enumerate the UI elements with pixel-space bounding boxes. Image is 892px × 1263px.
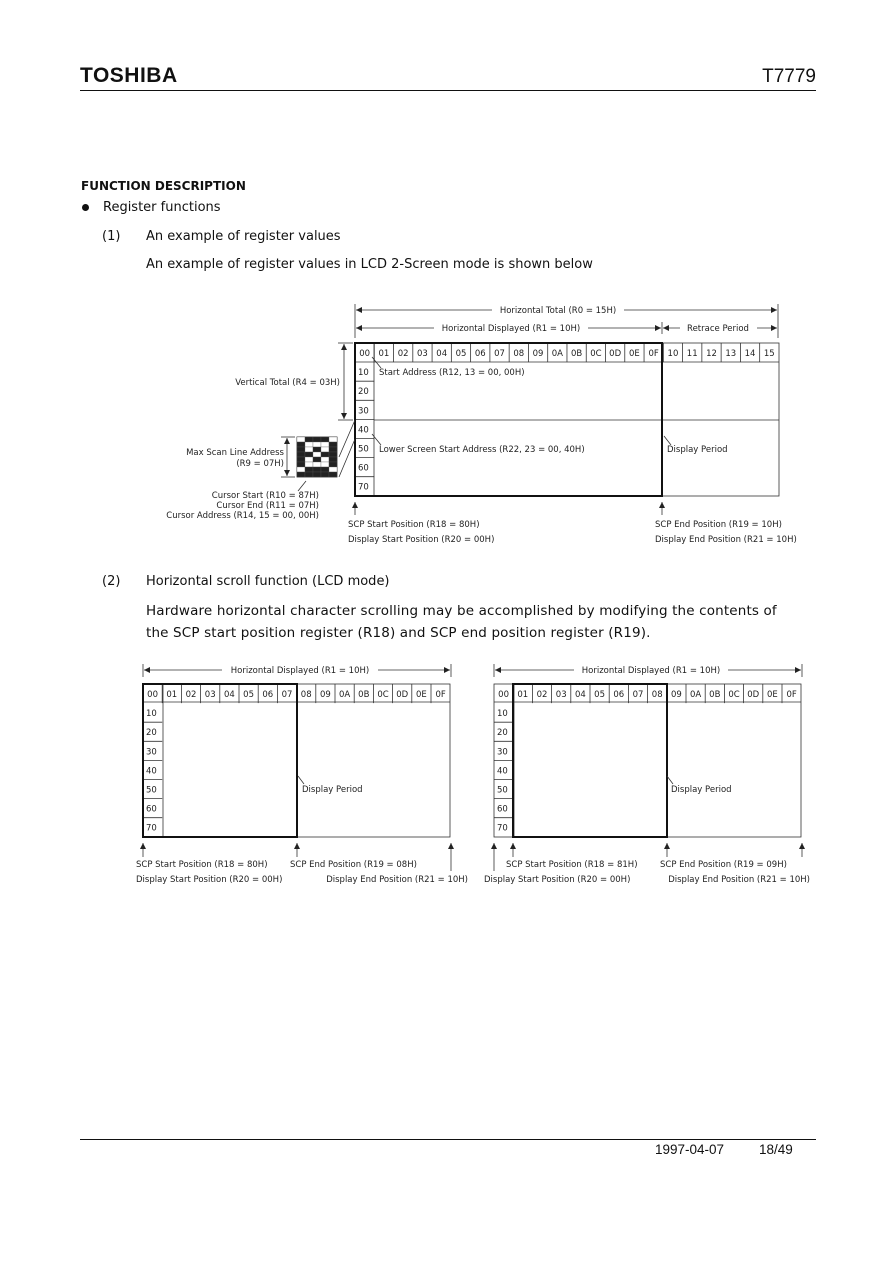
fig2L-col-header: 09	[319, 690, 331, 700]
right-scp-end-label: SCP End Position (R19 = 09H)	[660, 860, 787, 870]
fig2L-col-header: 05	[243, 690, 255, 700]
fig2R-row-header: 10	[497, 709, 508, 720]
fig1-row-header: 50	[358, 444, 369, 455]
scroll-panel-right	[484, 664, 810, 885]
item2-number: (2)	[102, 574, 121, 589]
fig2L-row-header: 60	[146, 804, 157, 815]
fig2L-row-header: 20	[146, 728, 157, 739]
left-display-end-label: Display End Position (R21 = 10H)	[326, 875, 468, 885]
start-address-label: Start Address (R12, 13 = 00, 00H)	[379, 368, 525, 378]
fig1-col-header: 04	[436, 349, 448, 359]
fig2L-col-header: 0C	[377, 690, 389, 700]
item1-intro: An example of register values in LCD 2-Screen mode is shown below	[146, 257, 593, 272]
fig1-col-header: 02	[397, 349, 409, 359]
vertical-total-label: Vertical Total (R4 = 03H)	[235, 378, 340, 388]
scp-end-label: SCP End Position (R19 = 10H)	[655, 520, 782, 530]
fig2L-col-header: 08	[300, 690, 312, 700]
cursor-end-label: Cursor End (R11 = 07H)	[216, 501, 319, 511]
left-display-period-label: Display Period	[302, 785, 363, 795]
lower-screen-label: Lower Screen Start Address (R22, 23 = 00, 40H)	[379, 445, 585, 455]
fig2L-col-header: 02	[185, 690, 197, 700]
fig2R-col-header: 02	[536, 690, 548, 700]
fig2R-col-header: 00	[498, 690, 510, 700]
fig1-row-header: 30	[358, 406, 369, 417]
left-display-start-label: Display Start Position (R20 = 00H)	[136, 875, 283, 885]
fig2L-col-header: 03	[204, 690, 216, 700]
fig2L-col-header: 07	[281, 690, 293, 700]
footer-date: 1997-04-07	[655, 1142, 725, 1157]
right-display-start-label: Display Start Position (R20 = 00H)	[484, 875, 631, 885]
item1-title: An example of register values	[146, 229, 341, 244]
right-display-end-label: Display End Position (R21 = 10H)	[668, 875, 810, 885]
fig1-col-header: 08	[513, 349, 525, 359]
fig1-col-header: 0E	[629, 349, 640, 359]
fig2L-col-header: 06	[262, 690, 274, 700]
fig2R-col-header: 09	[670, 690, 682, 700]
cursor-start-label: Cursor Start (R10 = 87H)	[211, 491, 319, 501]
fig2R-row-header: 20	[497, 728, 508, 739]
fig1-col-header: 0F	[648, 349, 659, 359]
fig2R-col-header: 08	[651, 690, 663, 700]
fig2L-col-header: 01	[166, 690, 178, 700]
footer-rule	[80, 1139, 816, 1140]
horizontal-total-label: Horizontal Total (R0 = 15H)	[499, 306, 617, 316]
fig1-col-header: 0D	[609, 349, 622, 359]
fig2R-row-header: 70	[497, 823, 508, 834]
fig1-row-header: 70	[358, 482, 369, 493]
fig2L-col-header: 04	[223, 690, 235, 700]
scroll-panel-left	[136, 664, 468, 885]
fig2L-col-header: 00	[147, 690, 159, 700]
fig1-col-header: 10	[667, 349, 679, 359]
cursor-address-label: Cursor Address (R14, 15 = 00, 00H)	[166, 511, 319, 521]
fig1-col-header: 13	[725, 349, 737, 359]
fig2L-row-header: 30	[146, 747, 157, 758]
left-scp-end-label: SCP End Position (R19 = 08H)	[290, 860, 417, 870]
fig2R-row-header: 30	[497, 747, 508, 758]
fig2L-col-header: 0B	[358, 690, 370, 700]
retrace-period-label: Retrace Period	[687, 324, 749, 334]
right-horizontal-displayed-label: Horizontal Displayed (R1 = 10H)	[581, 666, 721, 676]
fig1-col-header: 0B	[570, 349, 583, 359]
fig1-col-header: 11	[686, 349, 698, 359]
display-end-label: Display End Position (R21 = 10H)	[655, 535, 797, 545]
fig1-col-header: 01	[378, 349, 390, 359]
fig2R-row-header: 40	[497, 766, 508, 777]
fig2R-col-header: 0F	[786, 690, 797, 700]
fig2L-col-header: 0D	[396, 690, 409, 700]
left-scp-start-label: SCP Start Position (R18 = 80H)	[136, 860, 268, 870]
max-scan-line-value: (R9 = 07H)	[236, 459, 284, 469]
footer-page: 18/49	[759, 1142, 793, 1157]
fig2L-row-header: 10	[146, 709, 157, 720]
left-horizontal-displayed-label: Horizontal Displayed (R1 = 10H)	[230, 666, 370, 676]
item2-title: Horizontal scroll function (LCD mode)	[146, 574, 390, 589]
brand-logo: TOSHIBA	[80, 64, 178, 87]
fig2L-row-header: 50	[146, 785, 157, 796]
fig1-col-header: 12	[706, 349, 717, 359]
fig2R-col-header: 0B	[709, 690, 721, 700]
fig2R-col-header: 0A	[689, 690, 702, 700]
right-scp-start-label: SCP Start Position (R18 = 81H)	[506, 860, 638, 870]
fig2L-col-header: 0E	[416, 690, 427, 700]
fig1-row-header: 40	[358, 425, 369, 436]
fig1-col-header: 06	[474, 349, 486, 359]
item2-body-line2: the SCP start position register (R18) and SCP end position register (R19).	[146, 625, 651, 641]
fig1-col-header: 14	[744, 349, 756, 359]
fig2R-row-header: 60	[497, 804, 508, 815]
fig2R-col-header: 0C	[728, 690, 740, 700]
fig2R-col-header: 03	[555, 690, 567, 700]
fig2R-col-header: 06	[613, 690, 625, 700]
fig1-row-header: 60	[358, 463, 369, 474]
fig2R-row-header: 50	[497, 785, 508, 796]
horizontal-displayed-label: Horizontal Displayed (R1 = 10H)	[441, 324, 581, 334]
right-display-period-label: Display Period	[671, 785, 732, 795]
display-period-label-1: Display Period	[667, 445, 728, 455]
fig2L-col-header: 0A	[338, 690, 351, 700]
fig1-col-header: 00	[359, 349, 371, 359]
display-start-label: Display Start Position (R20 = 00H)	[348, 535, 495, 545]
fig2R-col-header: 0E	[767, 690, 778, 700]
bullet-text: Register functions	[103, 200, 221, 215]
fig1-col-header: 03	[417, 349, 428, 359]
item1-number: (1)	[102, 229, 121, 244]
fig1-row-header: 10	[358, 368, 369, 379]
max-scan-line-label: Max Scan Line Address	[186, 448, 284, 458]
scp-start-label: SCP Start Position (R18 = 80H)	[348, 520, 480, 530]
fig2R-col-header: 05	[594, 690, 606, 700]
fig2R-col-header: 0D	[747, 690, 760, 700]
fig1-row-header: 20	[358, 387, 369, 398]
fig2L-row-header: 70	[146, 823, 157, 834]
fig2R-col-header: 07	[632, 690, 644, 700]
fig1-col-header: 07	[494, 349, 505, 359]
fig1-col-header: 09	[532, 349, 544, 359]
fig1-col-header: 0A	[551, 349, 563, 359]
part-number: T7779	[762, 66, 816, 87]
fig1-col-header: 0C	[590, 349, 602, 359]
fig1-col-header: 15	[763, 349, 775, 359]
fig2R-col-header: 04	[574, 690, 586, 700]
section-title: FUNCTION DESCRIPTION	[81, 179, 246, 193]
fig2R-col-header: 01	[517, 690, 529, 700]
item2-body-line1: Hardware horizontal character scrolling may be accomplished by modifying the contents of	[146, 603, 777, 619]
fig1-col-header: 05	[455, 349, 467, 359]
fig2L-col-header: 0F	[435, 690, 446, 700]
fig2L-row-header: 40	[146, 766, 157, 777]
